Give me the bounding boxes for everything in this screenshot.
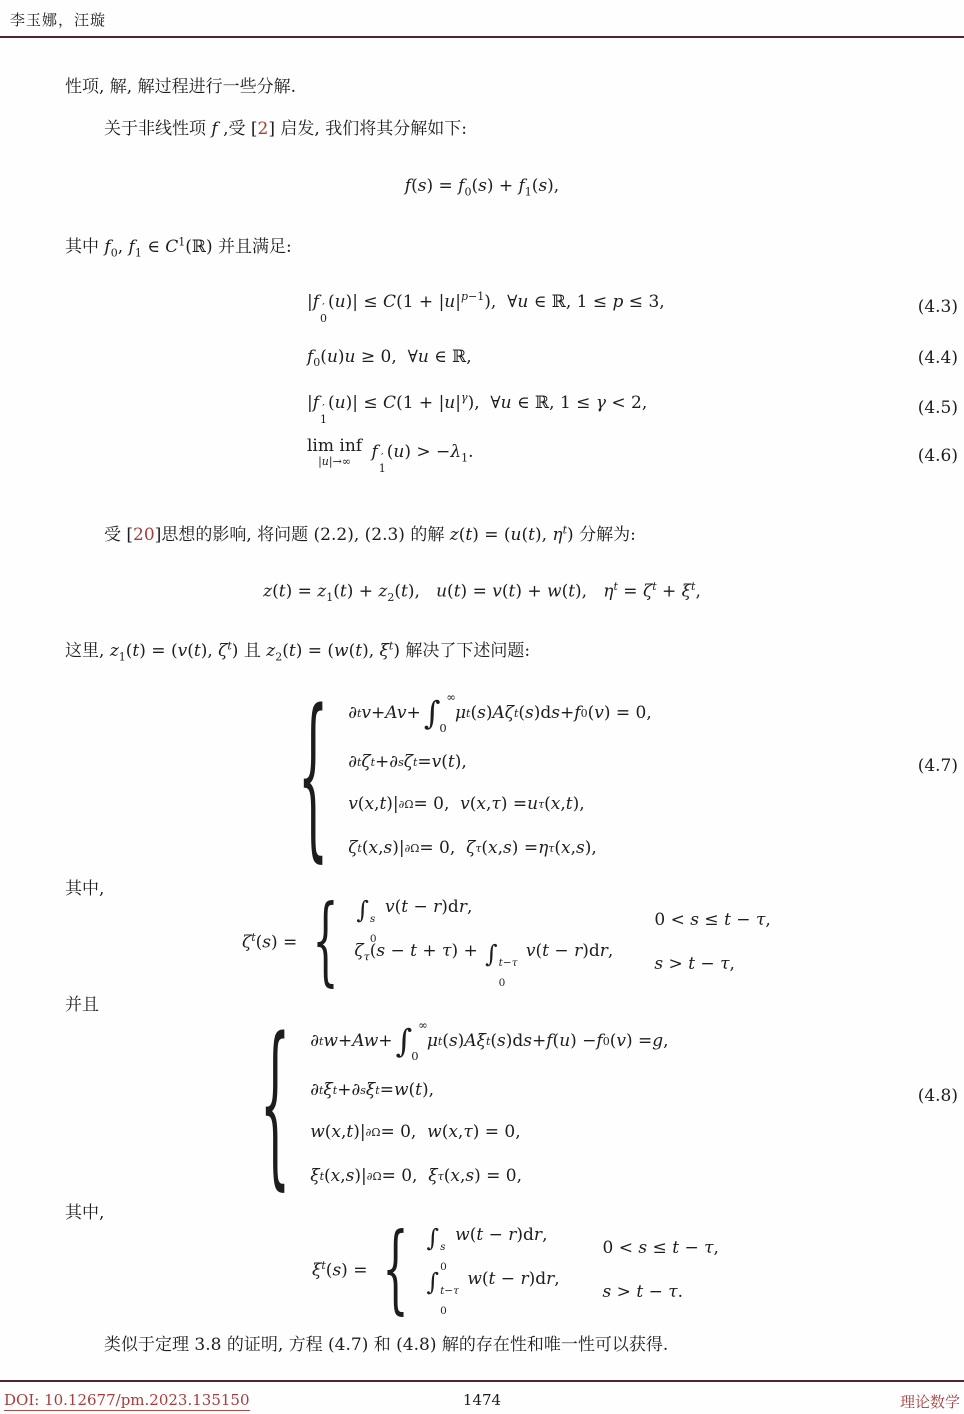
equation-4-6-label: (4.6) [917,446,958,466]
system-4-7-line-1: ∂ t v + Av + ∫ ∞ 0 μ t ( s ) Aζ t ( s )d s + f 0 ( v ) = 0, [348,690,652,735]
footer-rule [0,1380,964,1382]
cases-xi-row-2 [425,1268,719,1317]
cases-zeta-row-2-expr: $\zeta_\tau(s - t + \tau)$ + ∫ t−τ 0 v(t − r)dr, [354,940,614,989]
cases-zeta-row-2-cond: s > t − τ, [654,954,735,974]
display-eq-z-decomposition: $z(t) = z_1(t) + z_2(t)$, u(t) = v(t) + w(t), $\eta^t = \zeta^t + \xi^t$, [263,580,701,605]
cases-xi-definition [312,1214,719,1326]
paragraph-text: ] 启发, 我们将其分解如下: [268,119,467,139]
left-brace-icon: { [312,886,340,998]
cases-zeta-definition [242,886,771,998]
system-4-7-line-4: ζ t ( x , s )| ∂Ω = 0, ζ τ ( x , s ) = η τ ( x , s ), [348,838,597,858]
equation-4-7-label: (4.7) [917,756,958,776]
equation-4-3-math: |f ′ 0 $(u)| \le C(1 + |u|^{p-1})$, ∀u ∈ ℝ, 1 ≤ p ≤ 3, [307,290,665,325]
citation-ref-20[interactable]: 20 [133,525,155,545]
paragraph-and: 并且 [65,995,99,1015]
paragraph-f0-f1-conditions: 其中 $f_0$, $f_1$ ∈ $C^1(ℝ)$ 并且满足: [65,235,292,260]
cases-xi-row-1-cond: 0 < s ≤ t − τ, [602,1238,719,1258]
system-4-8-line-2: ∂ t ξ t + ∂ s ξ t = w ( t ), [310,1080,435,1100]
left-brace-icon: { [382,1214,410,1326]
left-brace-icon: { [259,1001,291,1209]
equation-4-3-label: (4.3) [917,297,958,317]
cases-xi-rows [425,1224,719,1317]
equation-4-6-math: lim inf |u|→∞ f ′ 1 $(u) > -\lambda_1$. [307,435,474,476]
header-rule [0,36,964,38]
system-equations-4-7 [294,673,652,881]
cases-xi-row-2-expr: ∫ t−τ 0 w(t − r)dr, [426,1268,560,1317]
equation-4-8-label: (4.8) [917,1086,958,1106]
paragraph-text: 受 [ [104,525,134,545]
paragraph-text: ]思想的影响, 将问题 (2.2), (2.3) 的解 z(t) = (u(t), $\eta^t$) 分解为: [154,523,636,545]
paragraph-inspired-by [104,520,636,545]
citation-ref-2[interactable]: 2 [257,119,269,139]
cases-xi-row-2-cond: s > t − τ. [602,1282,684,1302]
footer-doi-link[interactable]: DOI: 10.12677/pm.2023.135150 [4,1391,250,1409]
cases-zeta-row-1 [354,896,771,945]
system-4-7-lines [348,684,652,870]
paragraph-conclusion: 类似于定理 3.8 的证明, 方程 (4.7) 和 (4.8) 解的存在性和唯一性可以获得. [104,1335,669,1355]
equation-4-4-label: (4.4) [917,348,958,368]
equation-4-4 [0,340,964,376]
cases-zeta-lhs: $\zeta^t(s)$ = [242,931,298,953]
paragraph-among-1: 其中, [65,879,105,899]
system-4-7-line-3: v ( x , t )| ∂Ω = 0, v ( x , τ ) = u τ ( x , t ), [348,794,585,814]
equation-4-3 [0,288,964,326]
equation-4-5 [0,390,964,426]
cases-xi-row-1 [425,1224,719,1273]
system-4-8-line-1: ∂ t w + Aw + ∫ ∞ 0 μ t ( s ) Aξ t ( s )d s + f ( u ) − f 0 ( v ) = g , [310,1018,669,1063]
cases-zeta-row-1-cond: 0 < s ≤ t − τ, [654,910,771,930]
footer-page-number: 1474 [462,1391,502,1409]
paragraph-among-2: 其中, [65,1203,105,1223]
cases-xi-row-1-expr: ∫ s 0 w(t − r)dr, [426,1224,548,1273]
equation-4-5-label: (4.5) [917,398,958,418]
left-brace-icon: { [297,673,329,881]
cases-xi-lhs: $\xi^t(s)$ = [312,1259,368,1281]
header-authors: 李玉娜，汪璇 [10,11,107,29]
cases-zeta-rows [354,896,771,989]
display-eq-f-decomposition: $f(s) = f_0(s) + f_1(s)$, [404,176,560,199]
system-equations-4-8 [256,1001,669,1209]
cases-zeta-row-2 [354,940,770,989]
paragraph-nonlinear-term [104,114,467,139]
paragraph-text: 关于非线性项 f ,受 [ [104,119,258,139]
paragraph-here-z1-z2: 这里, $z_1(t) = (v(t)$, $\zeta^t$) 且 $z_2(t) = (w(t)$, $\xi^t$) 解决了下述问题: [65,639,531,664]
system-4-8-line-4: ξ t ( x , s )| ∂Ω = 0, ξ τ ( x , s ) = 0, [310,1166,522,1186]
system-4-7-line-2: ∂ t ζ t + ∂ s ζ t = v ( t ), [348,752,467,772]
system-4-8-lines [310,1012,668,1198]
equation-4-5-math: |f ′ 1 $(u)| \le C(1 + |u|^\gamma)$, ∀u ∈ ℝ, 1 ≤ γ < 2, [307,391,648,426]
paragraph-continuation: 性项, 解, 解过程进行一些分解. [65,77,297,97]
system-4-8-line-3: w ( x , t )| ∂Ω = 0, w ( x , τ ) = 0, [310,1122,521,1142]
footer-journal-name[interactable]: 理论数学 [899,1393,960,1411]
equation-4-6 [0,430,964,482]
equation-4-4-math: $f_0(u)u \ge 0$, ∀u ∈ ℝ, [307,346,472,370]
cases-zeta-row-1-expr: ∫ s 0 v(t − r)dr, [356,896,473,945]
